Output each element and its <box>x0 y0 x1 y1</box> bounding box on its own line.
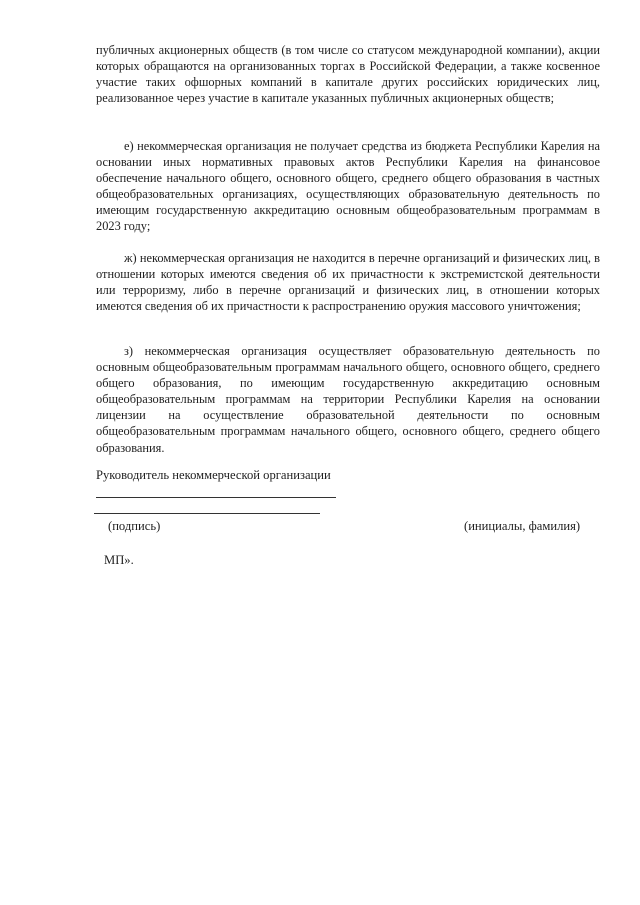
paragraph-continuation <box>96 42 600 106</box>
signature-line <box>96 497 336 498</box>
stamp-placeholder: МП». <box>104 553 134 567</box>
paragraph-text: з) некоммерческая организация осуществляет образовательную деятельность по основным общеобразовательным программам начального общего, основного общего, среднего общего образования, по имеющим государственную аккредитацию основным общеобразовательным программам на территории Республики Карелия на основании лицензии на осуществление образовательной деятельности по основным общеобразовательным программам начального общего, основного общего, среднего общего образования. <box>96 344 600 455</box>
paragraph-text: ж) некоммерческая организация не находится в перечне организаций и физических лиц, в отношении которых имеются сведения об их причастности к экстремистской деятельности или терроризму, либо в перечне организаций и физических лиц, в отношении которых имеются сведения об их причастности к распространению оружия массового уничтожения; <box>96 251 600 314</box>
paragraph-e <box>96 138 600 235</box>
paragraph-z <box>96 343 600 456</box>
paragraph-zh <box>96 250 600 314</box>
name-caption: (инициалы, фамилия) <box>464 519 581 533</box>
paragraph-text: е) некоммерческая организация не получает средства из бюджета Республики Карелия на основании иных нормативных правовых актов Республики Карелия на финансовое обеспечение начального общего, основного общего, среднего общего образования в частных общеобразовательных организациях, осуществляющих образовательную деятельность по имеющим государственную аккредитацию основным общеобразовательным программам в 2023 году; <box>96 139 600 234</box>
paragraph-text: публичных акционерных обществ (в том числе со статусом международной компании), акции которых обращаются на организованных торгах в Российской Федерации, а также косвенное участие таких офшорных компаний в капитале других российских юридических лиц, реализованное через участие в капитале указанных публичных акционерных обществ; <box>96 43 600 106</box>
signature-line <box>94 513 320 514</box>
signature-caption: (подпись) <box>108 519 161 533</box>
signature-title: Руководитель некоммерческой организации <box>96 468 331 482</box>
